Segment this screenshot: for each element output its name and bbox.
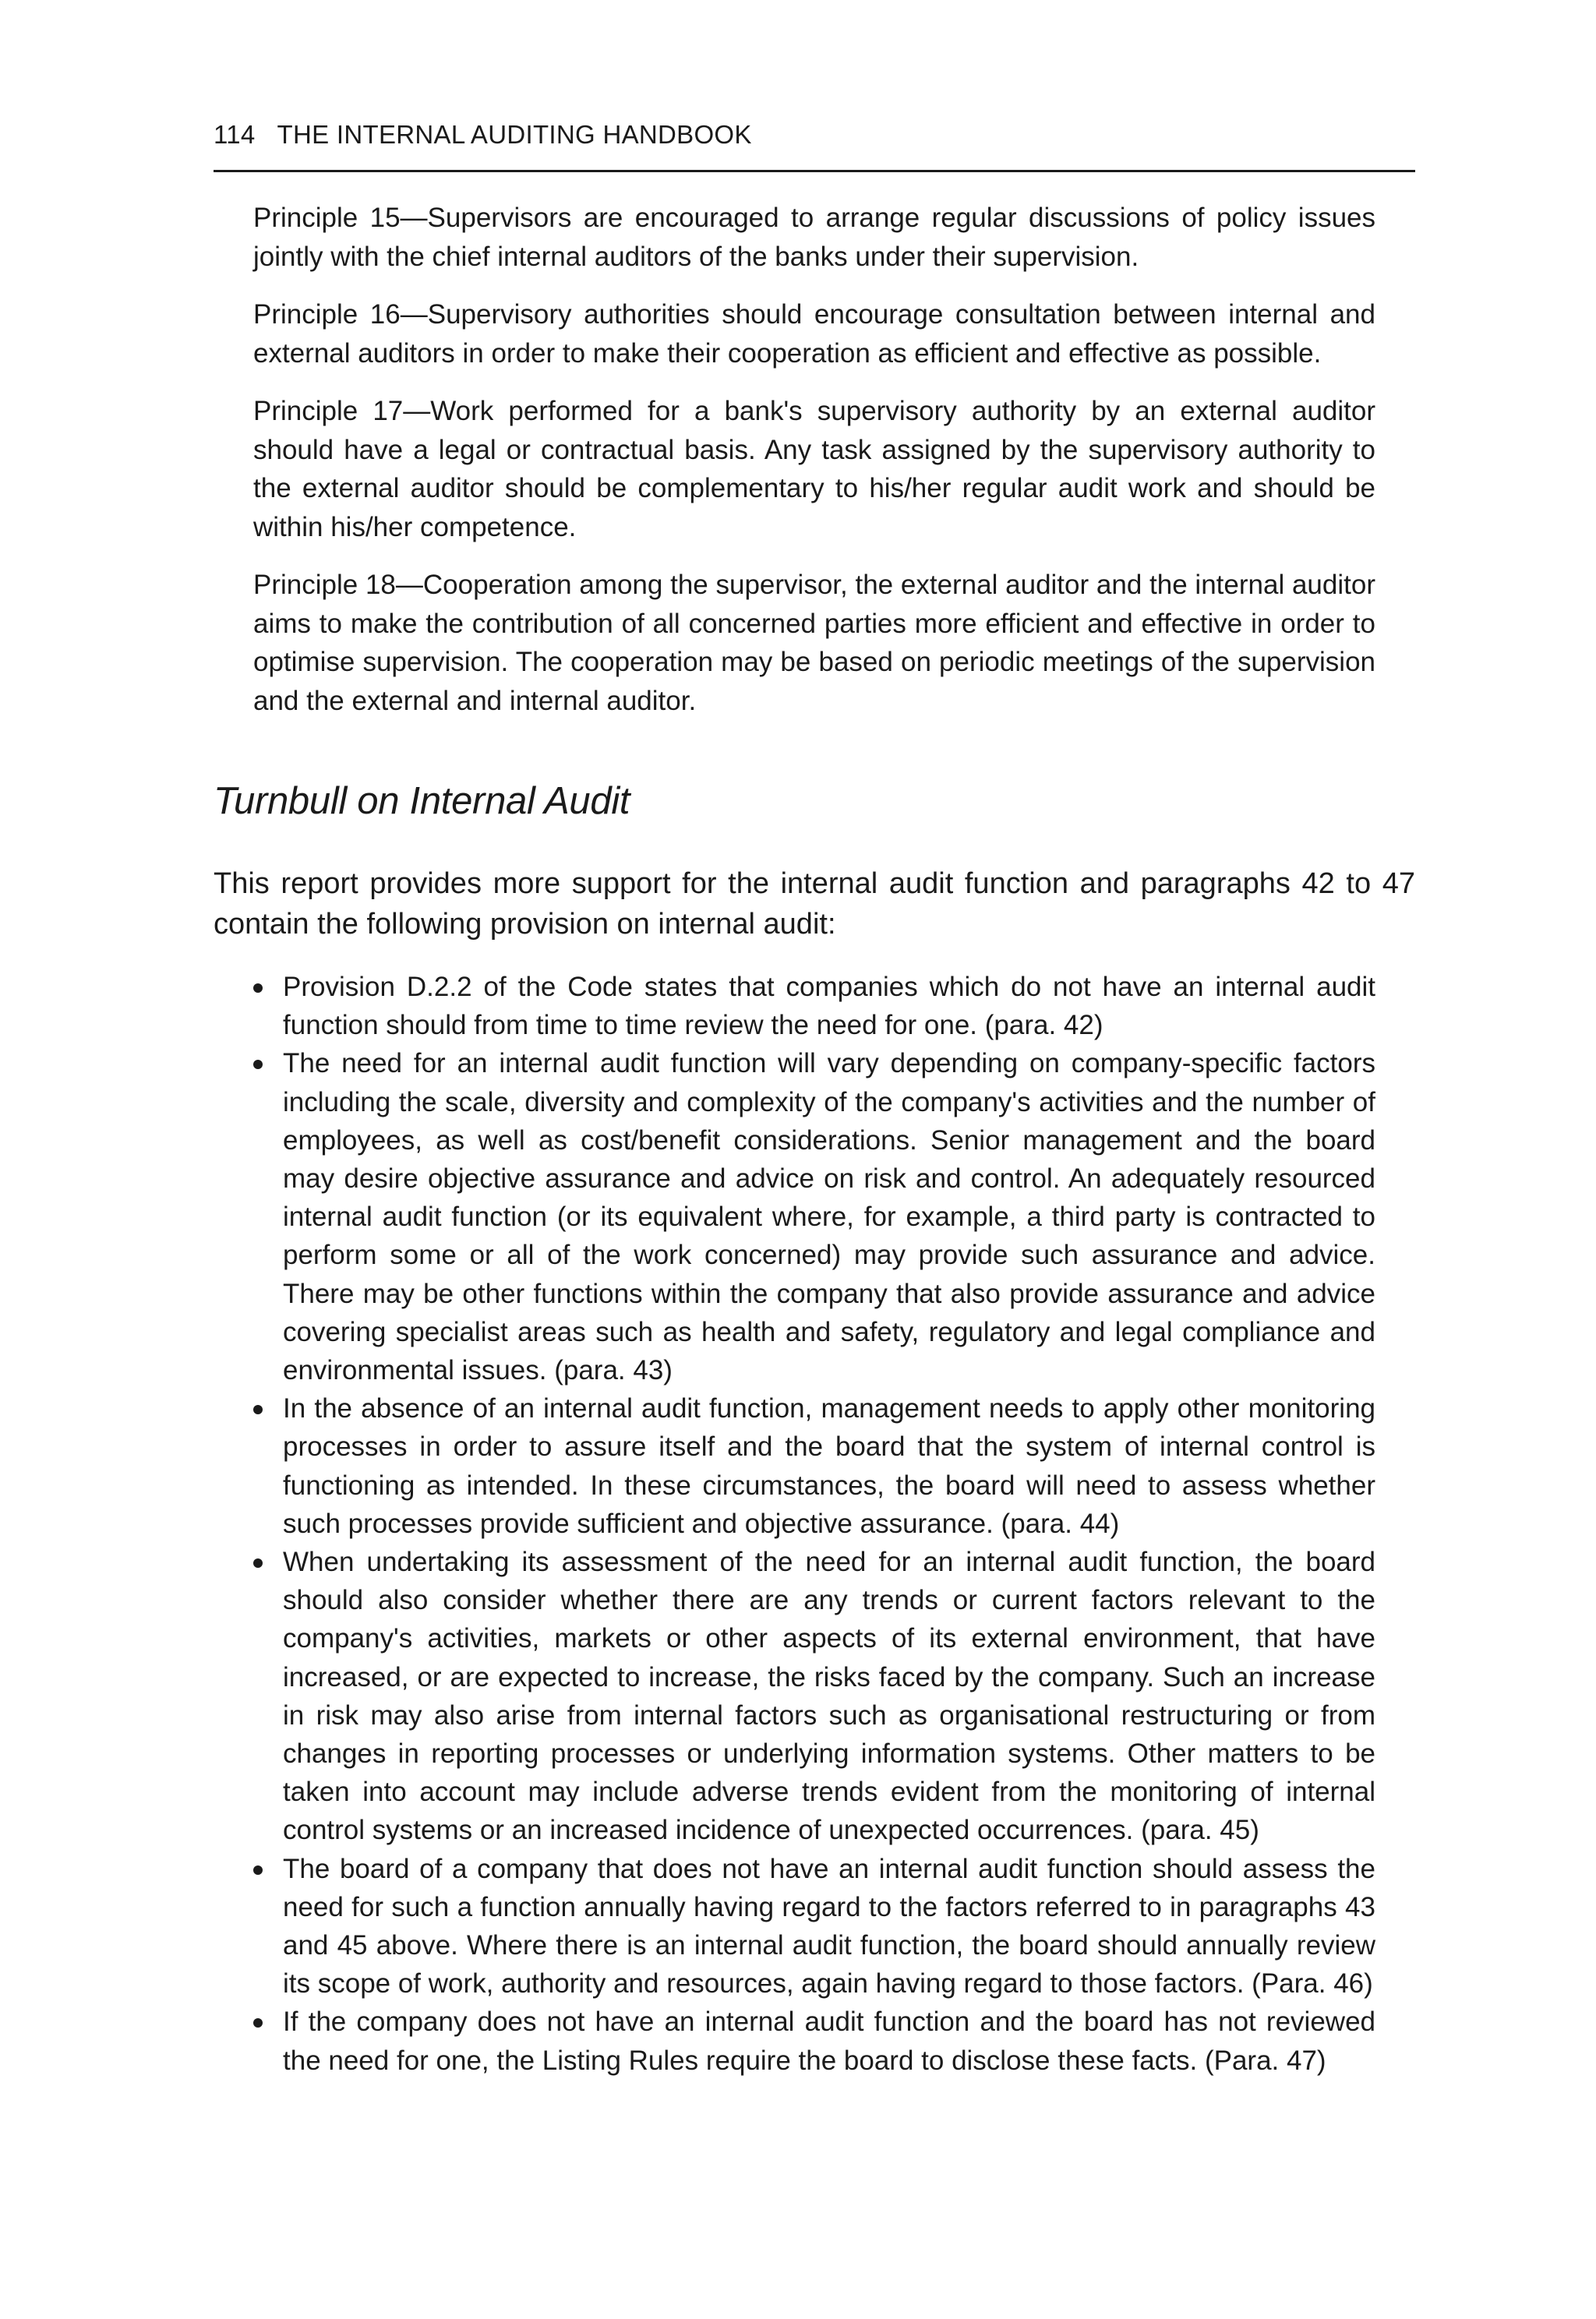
bullet-icon [253, 1865, 263, 1875]
list-item [253, 1044, 1375, 1389]
principle-18: Principle 18—Cooperation among the supervisor, the external auditor and the internal auditor aims to make the contribution of all concerned parties more efficient and effective in order to optimise supervision. The cooperation may be based on periodic meetings of the supervision and the external and internal auditor. [253, 570, 1375, 716]
principle-16: Principle 16—Supervisory authorities should encourage consultation between internal and external auditors in order to make their cooperation as efficient and effective as possible. [253, 299, 1375, 369]
provision-text: When undertaking its assessment of the need for an internal audit function, the board should also consider whether there are any trends or current factors relevant to the company's activities, markets or other aspects of its external environment, that have increased, or are expected to increase, the risks faced by the company. Such an increase in risk may also arise from internal factors such as organisational restructuring or from changes in reporting processes or underlying information systems. Other matters to be taken into account may include adverse trends evident from the monitoring of internal control systems or an increased incidence of unexpected occurrences. (para. 45) [283, 1547, 1375, 1846]
bullet-icon [253, 2018, 263, 2028]
bullet-icon [253, 1405, 263, 1414]
provision-text: In the absence of an internal audit function, management needs to apply other monitoring processes in order to assure itself and the board that the system of internal control is functioning as intended. In these circumstances, the board will need to assess whether such processes provide sufficient and objective assurance. (para. 44) [283, 1393, 1375, 1539]
principle-15: Principle 15—Supervisors are encouraged to arrange regular discussions of policy issues jointly with the chief internal auditors of the banks under their supervision. [253, 203, 1375, 272]
provision-text: If the company does not have an internal audit function and the board has not reviewed the need for one, the Listing Rules require the board to disclose these facts. (Para. 47) [283, 2007, 1375, 2076]
running-title: THE INTERNAL AUDITING HANDBOOK [277, 120, 752, 149]
section-heading: Turnbull on Internal Audit [214, 780, 630, 822]
list-item [253, 2003, 1375, 2079]
principles-block [253, 199, 1375, 739]
page-number: 114 [214, 120, 256, 149]
bullet-icon [253, 1558, 263, 1568]
provision-text: Provision D.2.2 of the Code states that companies which do not have an internal audit function should from time to time review the need for one. (para. 42) [283, 972, 1375, 1041]
provision-text: The need for an internal audit function will vary depending on company-specific factors including the scale, diversity and complexity of the company's activities and the number of employees, as well as cost/benefit considerations. Senior management and the board may desire objective assurance and advice on risk and control. An adequately resourced internal audit function (or its equivalent where, for example, a third party is contracted to perform some or all of the work concerned) may provide such assurance and advice. There may be other functions within the company that also provide assurance and advice covering specialist areas such as health and safety, regulatory and legal compliance and environmental issues. (para. 43) [283, 1048, 1375, 1386]
bullet-icon [253, 1060, 263, 1069]
section-intro: This report provides more support for the internal audit function and paragraphs 42 to 47 contain the following provision on internal audit: [214, 867, 1415, 941]
list-item [253, 1389, 1375, 1543]
bullet-icon [253, 983, 263, 993]
running-header [214, 120, 1415, 172]
provision-text: The board of a company that does not have an internal audit function should assess the need for such a function annually having regard to the factors referred to in paragraphs 43 and 45 above. Where there is an internal audit function, the board should annually review its scope of work, authority and resources, again having regard to those factors. (Para. 46) [283, 1853, 1375, 2000]
list-item [253, 1850, 1375, 2003]
provision-list [253, 968, 1375, 2080]
principle-17: Principle 17—Work performed for a bank's supervisory authority by an external auditor should have a legal or contractual basis. Any task assigned by the supervisory authority to the external auditor should be complementary to his/her regular audit work and should be within his/her competence. [253, 396, 1375, 542]
list-item [253, 1543, 1375, 1850]
list-item [253, 968, 1375, 1044]
